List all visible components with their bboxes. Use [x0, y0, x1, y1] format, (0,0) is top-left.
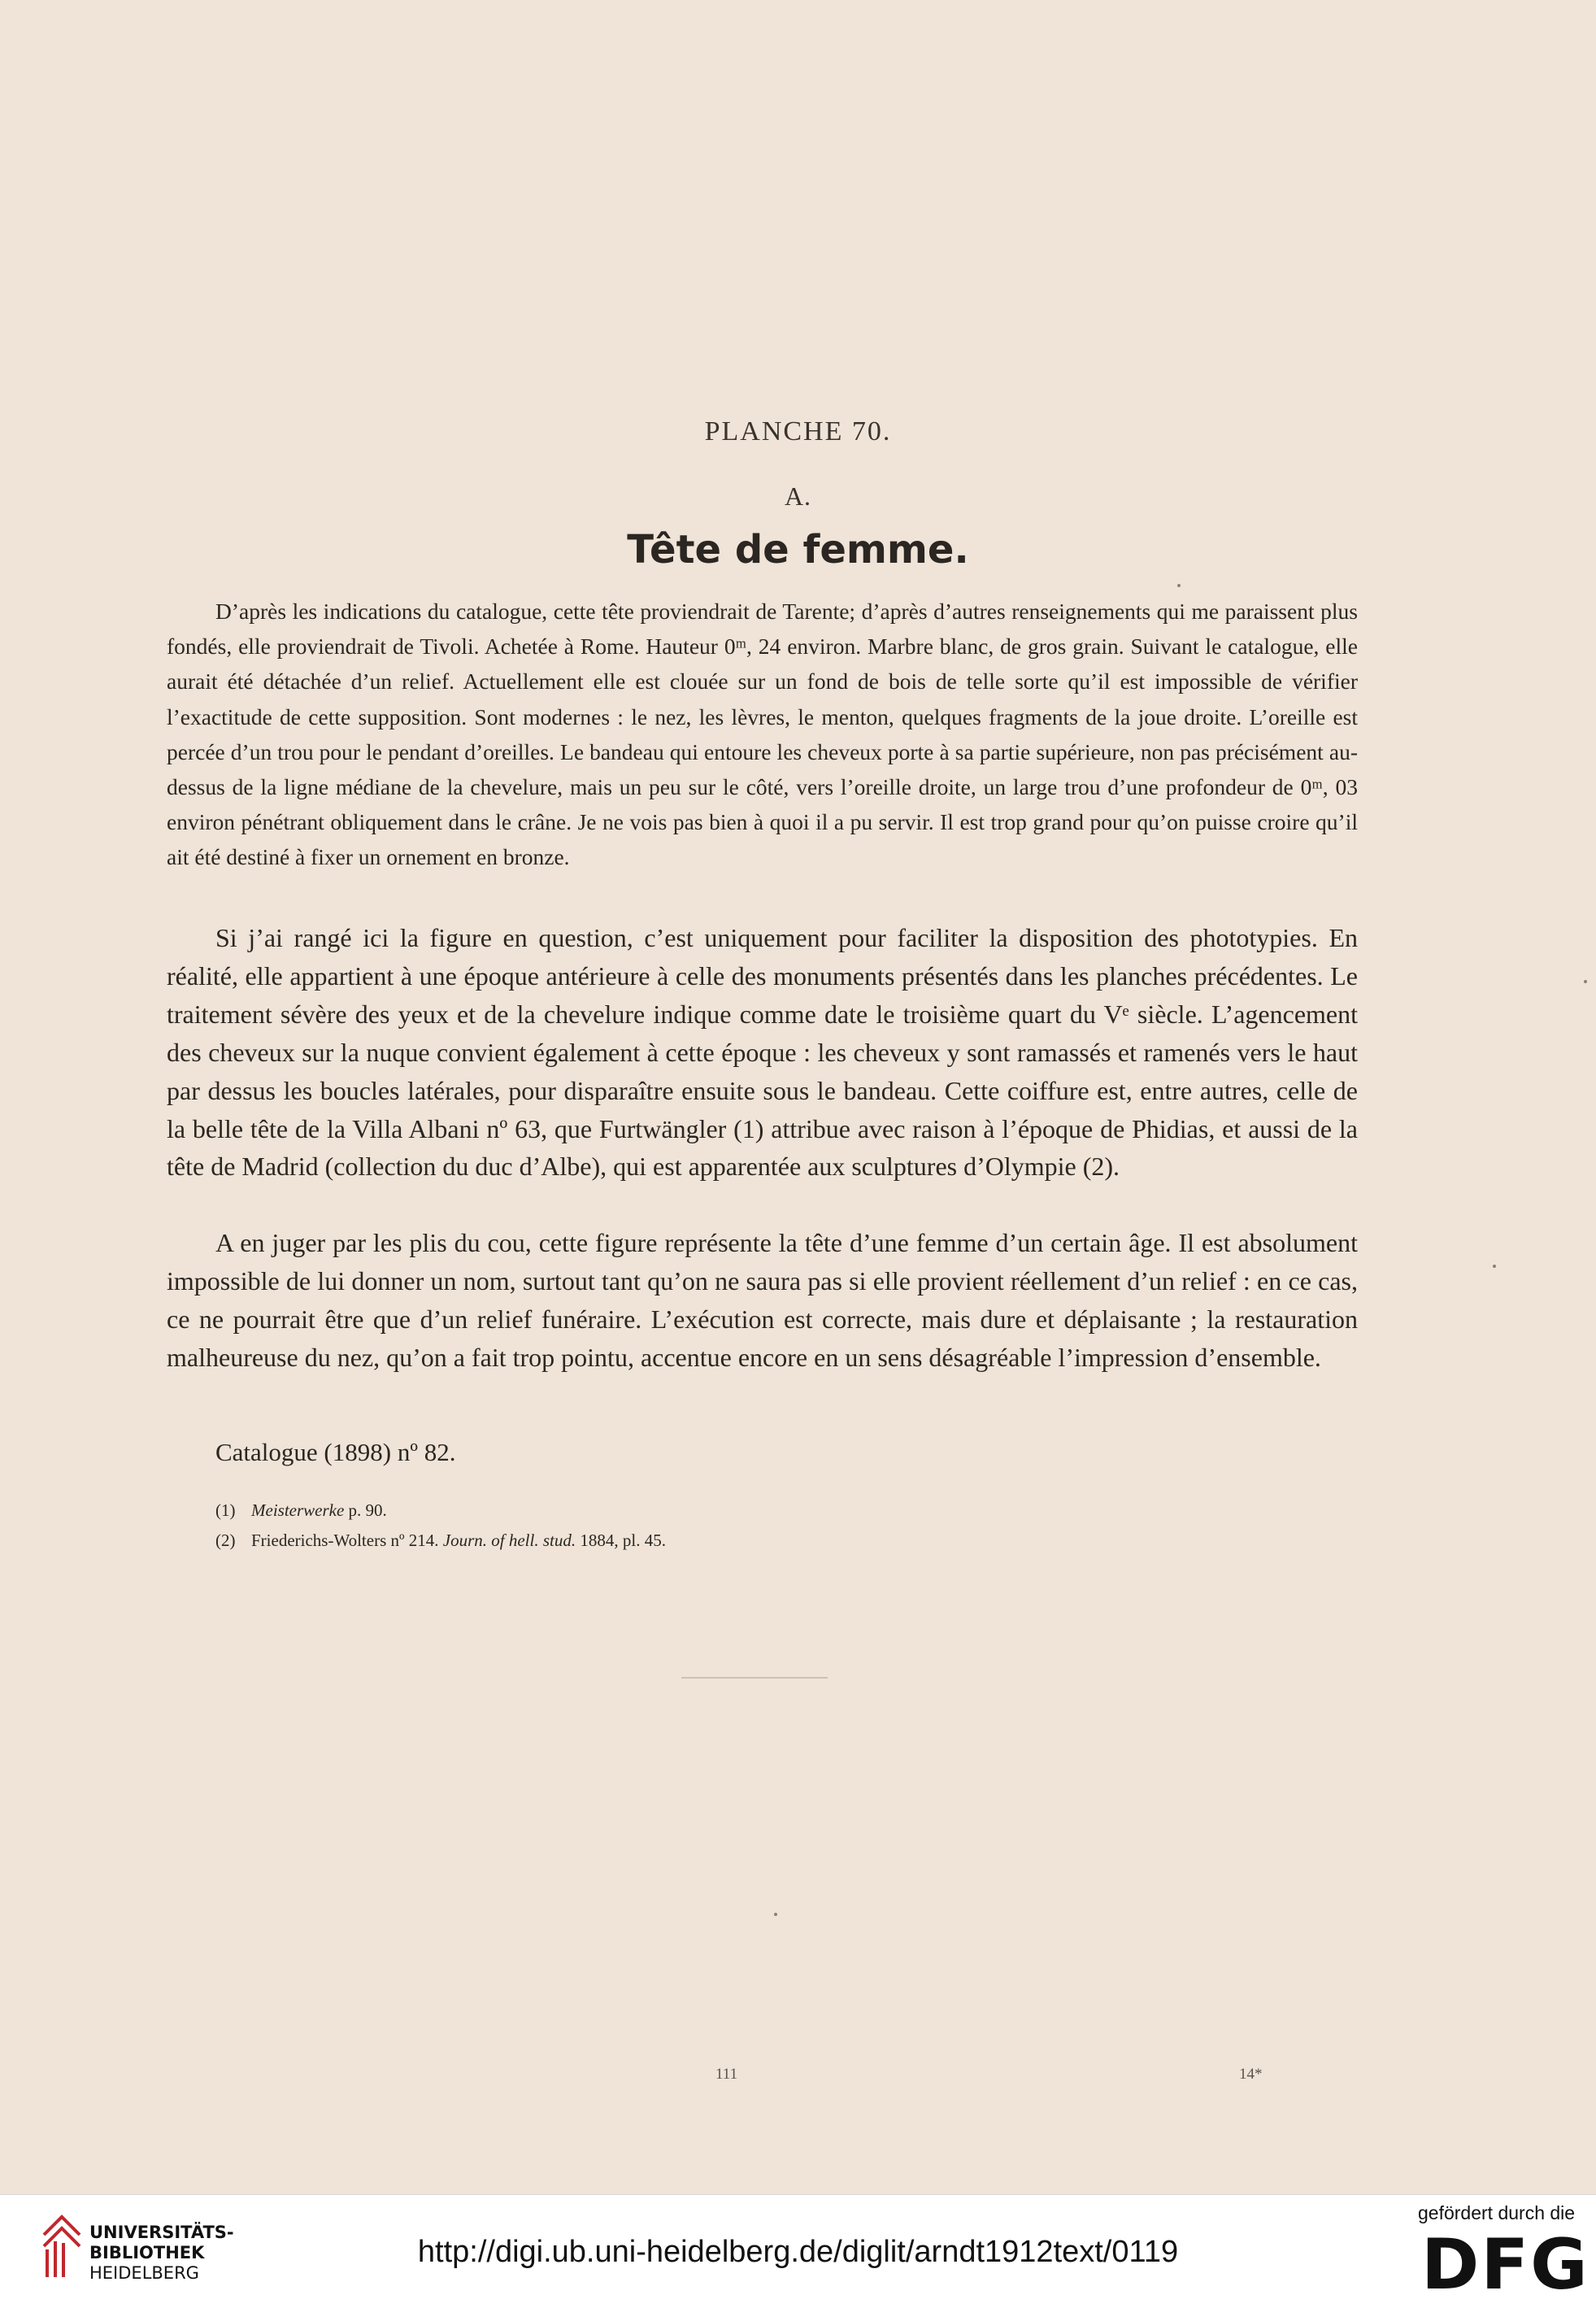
- paragraph-description: D’après les indications du catalogue, cette tête proviendrait de Tarente; d’après d’autres renseignements qui me paraissent plus fondés, elle proviendrait de Tivoli. Achetée à Rome. Hauteur 0ᵐ, 24 environ. Marbre blanc, de gros grain. Suivant le catalogue, elle aurait été détachée d’un relief. Actuellement elle est clouée sur un fond de bois de telle sorte qu’il est impossible de vérifier l’exactitude de cette supposition. Sont modernes : le nez, les lèvres, le menton, quelques fragments de la joue droite. L’oreille est percée d’un trou pour le pendant d’oreilles. Le bandeau qui entoure les cheveux porte à sa partie supérieure, non pas précisément au-dessus de la ligne médiane de la chevelure, mais un peu sur le côté, vers l’oreille droite, un large trou d’une profondeur de 0ᵐ, 03 environ pénétrant obliquement dans le crâne. Je ne vois pas bien à quoi il a pu servir. Il est trop grand pour qu’on puisse croire qu’il ait été destiné à fixer un ornement en bronze.: [167, 599, 1358, 870]
- scan-speck: [774, 1913, 777, 1916]
- footnote-2-number: (2): [215, 1531, 236, 1550]
- funded-by-label: gefördert durch die: [1418, 2202, 1576, 2223]
- footnote-1-title: Meisterwerke: [251, 1500, 345, 1520]
- library-name-line-2: BIBLIOTHEK: [89, 2243, 205, 2262]
- footnote-1-page: p. 90.: [344, 1500, 387, 1520]
- paragraph-interpretation: A en juger par les plis du cou, cette figure représente la tête d’une femme d’un certain âge. Il est absolument impossible de lui donner un nom, surtout tant qu’on ne saura pas si elle provient réellement d’un relief : en ce cas, ce ne pourrait être que d’un relief funéraire. L’exécution est correcte, mais dure et déplaisante ; la restauration malheureuse du nez, qu’on a fait trop pointu, accentue encore en un sens désagréable l’impression d’ensemble.: [167, 1228, 1358, 1372]
- footnote-2-journal: Journ. of hell. stud.: [442, 1531, 576, 1550]
- paragraph-dating: Si j’ai rangé ici la figure en question, c’est uniquement pour faciliter la disposition des phototypies. En réalité, elle appartient à une époque antérieure à celle des monuments présentés dans les planches précédentes. Le traitement sévère des yeux et de la chevelure indique comme date le troisième quart du Vᵉ siècle. L’agencement des cheveux sur la nuque convient également à cette époque : les cheveux y sont ramassés et ramenés vers le haut par dessus les boucles latérales, pour disparaître ensuite sous le bandeau. Cette coiffure est, entre autres, celle de la belle tête de la Villa Albani nº 63, que Furtwängler (1) attribue avec raison à l’époque de Phidias, et aussi de la tête de Madrid (collection du duc d’Albe), qui est apparentée aux sculptures d’Olympie (2).: [167, 923, 1358, 1182]
- section-letter: A.: [784, 481, 812, 511]
- footnote-1: [215, 1500, 387, 1521]
- plate-heading: PLANCHE 70.: [704, 416, 892, 446]
- footnote-2: [215, 1531, 666, 1551]
- catalogue-reference: Catalogue (1898) nº 82.: [215, 1438, 456, 1466]
- section-divider: [681, 1677, 828, 1679]
- sheet-signature: 14*: [1239, 2066, 1263, 2083]
- footnote-2-source: Friederichs-Wolters nº 214.: [251, 1531, 443, 1550]
- library-name-line-1: UNIVERSITÄTS-: [89, 2223, 234, 2242]
- dfg-logo: DFG: [1421, 2224, 1589, 2306]
- page-title: Tête de femme.: [627, 527, 969, 573]
- footnote-2-reference: 1884, pl. 45.: [576, 1531, 666, 1550]
- footnote-1-number: (1): [215, 1500, 236, 1520]
- library-name-line-3: HEIDELBERG: [89, 2263, 199, 2283]
- scan-speck: [1584, 980, 1587, 983]
- source-url-link[interactable]: http://digi.ub.uni-heidelberg.de/diglit/arndt1912text/0119: [417, 2235, 1179, 2269]
- scan-speck: [1177, 584, 1181, 587]
- scan-speck: [1493, 1265, 1496, 1268]
- page-number: 111: [715, 2066, 738, 2083]
